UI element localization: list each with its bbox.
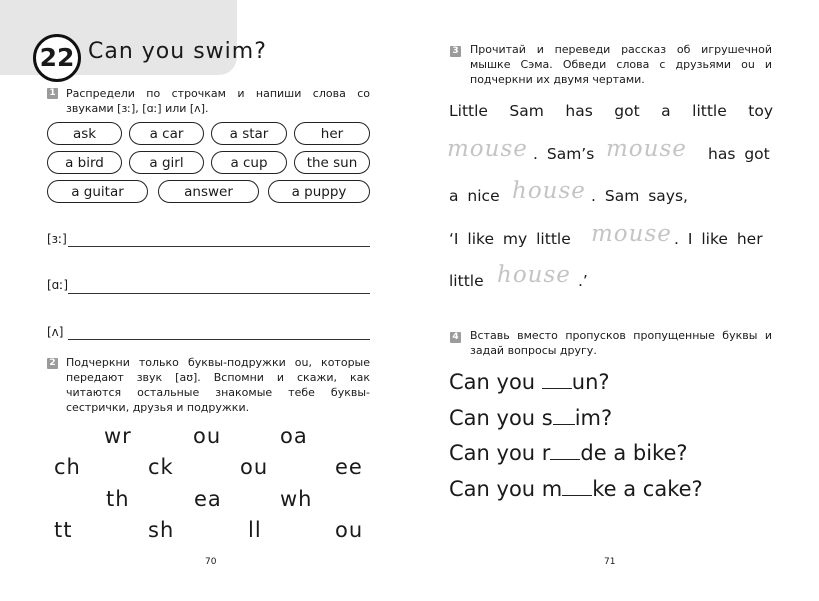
write-line[interactable] [68, 339, 370, 340]
ghost-word: house [497, 262, 571, 288]
letter-group[interactable]: ea [194, 487, 222, 511]
question-row [449, 441, 688, 465]
word-pill: a star [211, 122, 287, 145]
letter-group[interactable]: ou [193, 424, 222, 448]
word-pill: answer [158, 180, 259, 203]
ghost-word: mouse [447, 136, 528, 162]
story-text: ‘I like my little [449, 230, 571, 248]
story-text: has got [708, 145, 770, 163]
word-pill: a girl [129, 151, 204, 174]
page-number-right: 71 [604, 557, 616, 567]
question-text: Can you s [449, 406, 553, 430]
sound-label: [ɜː] [47, 232, 67, 246]
letter-group[interactable]: tt [54, 518, 73, 542]
letter-group[interactable]: ck [148, 455, 174, 479]
word-pill: a bird [47, 151, 122, 174]
question-text: Can you [449, 370, 542, 394]
question-row [449, 406, 612, 430]
letter-group[interactable]: ch [54, 455, 81, 479]
word-pill: a guitar [47, 180, 148, 203]
ghost-word: mouse [606, 136, 687, 162]
letter-group[interactable]: ou [240, 455, 269, 479]
task-3-number: 3 [450, 46, 461, 57]
letter-group[interactable]: wh [280, 487, 313, 511]
story-line-1: Little Sam has got a little toy [449, 102, 773, 120]
blank-field[interactable] [562, 481, 592, 496]
letter-group[interactable]: ee [335, 455, 363, 479]
letter-group[interactable]: oa [280, 424, 308, 448]
ghost-word: house [512, 178, 586, 204]
lesson-number: 22 [33, 34, 81, 82]
story-text: a nice [449, 187, 500, 205]
sound-label: [ɑː] [47, 278, 69, 292]
letter-group[interactable]: wr [104, 424, 132, 448]
ghost-word: mouse [591, 221, 672, 247]
letter-group[interactable]: th [106, 487, 130, 511]
letter-group[interactable]: ll [248, 518, 262, 542]
question-text: un? [571, 370, 610, 394]
question-text: Can you r [449, 441, 551, 465]
story-text: . I like her [674, 230, 763, 248]
blank-field[interactable] [542, 374, 572, 389]
write-line[interactable] [68, 246, 370, 247]
story-text: . Sam’s [533, 145, 595, 163]
word-pill: her [294, 122, 370, 145]
word-pill: a car [129, 122, 204, 145]
story-text: .’ [578, 272, 588, 290]
blank-field[interactable] [553, 410, 575, 425]
task-4-number: 4 [450, 332, 461, 343]
word-pill: ask [47, 122, 122, 145]
letter-group[interactable]: ou [335, 518, 364, 542]
question-text: Can you m [449, 477, 563, 501]
question-text: ke a cake? [592, 477, 703, 501]
task-4-instruction: Вставь вместо пропусков пропущенные буквы и задай вопросы другу. [470, 329, 772, 357]
question-row [449, 370, 610, 394]
task-2-instruction: Подчеркни только буквы-подружки ou, которые передают звук [aʊ]. Вспомни и скажи, как читаются остальные знакомые тебе буквы-сестрички, друзья и подружки. [66, 356, 370, 414]
story-text: . Sam says, [591, 187, 688, 205]
question-row [449, 477, 703, 501]
task-3-instruction: Прочитай и переведи рассказ об игрушечной мышке Сэма. Обведи слова с друзьями ou и подчеркни их двумя чертами. [470, 43, 772, 86]
word-pill: the sun [294, 151, 370, 174]
page-number-left: 70 [205, 557, 217, 567]
task-1-instruction: Распредели по строчкам и напиши слова со звуками [ɜː], [ɑː] или [ʌ]. [66, 87, 370, 115]
story-text: little [449, 272, 484, 290]
word-pill: a puppy [268, 180, 370, 203]
task-2-number: 2 [47, 358, 58, 369]
task-1-number: 1 [47, 88, 58, 99]
question-text: de a bike? [580, 441, 688, 465]
letter-group[interactable]: sh [148, 518, 175, 542]
lesson-title: Can you swim? [88, 39, 267, 64]
write-line[interactable] [68, 293, 370, 294]
question-text: im? [574, 406, 613, 430]
sound-label: [ʌ] [47, 325, 64, 339]
word-pill: a cup [211, 151, 287, 174]
blank-field[interactable] [550, 445, 580, 460]
